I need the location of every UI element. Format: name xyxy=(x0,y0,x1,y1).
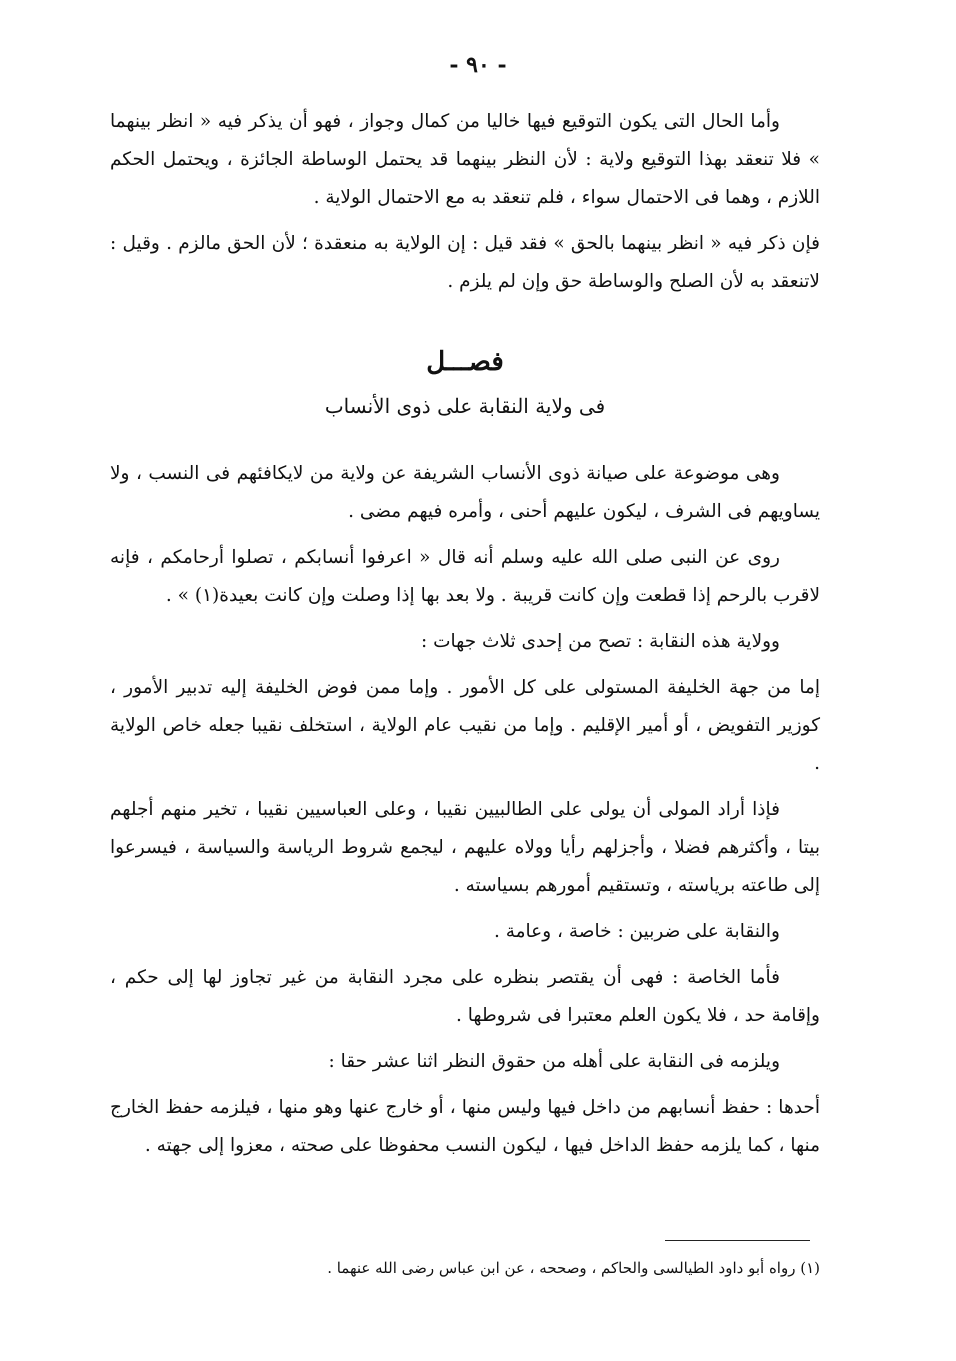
page-number: - ٩٠ - xyxy=(449,52,507,78)
paragraph: فإن ذكر فيه « انظر بينهما بالحق » فقد قيل : إن الولاية به منعقدة ؛ لأن الحق مالزم . وقيل : لاتنعقد به لأن الصلح والوساطة حق وإن لم يلزم . xyxy=(110,233,820,292)
paragraph: وأما الحال التى يكون التوقيع فيها خاليا من كمال وجواز ، فهو أن يذكر فيه « انظر بينهما » فلا تنعقد بهذا التوقيع ولاية : لأن النظر بينهما قد يحتمل الوساطة الجائزة ، ويحتمل الحكم اللازم ، وهما فى الاحتمال سواء ، فلم تنعقد به مع الاحتمال الولاية . xyxy=(110,111,820,208)
paragraph: وهى موضوعة على صيانة ذوى الأنساب الشريفة عن ولاية من لايكافئهم فى النسب ، ولا يساويهم فى الشرف ، ليكون عليهم أحنى ، وأمره فيهم مضى . xyxy=(110,463,820,522)
paragraph: روى عن النبى صلى الله عليه وسلم أنه قال « اعرفوا أنسابكم ، تصلوا أرحامكم ، فإنه لاقرب بالرحم إذا قطعت وإن كانت قريبة . ولا بعد بها إذا وصلت وإن كانت بعيدة(١) » . xyxy=(110,547,820,606)
paragraph: فأما الخاصة : فهى أن يقتصر بنظره على مجرد النقابة من غير تجاوز لها إلى حكم ، وإقامة حد ، فلا يكون العلم معتبرا فى شروطها . xyxy=(110,967,820,1026)
paragraph: ويلزمه فى النقابة على أهله من حقوق النظر اثنا عشر حقا : xyxy=(328,1051,780,1072)
paragraph: والنقابة على ضربين : خاصة ، وعامة . xyxy=(493,921,780,942)
section-subheading: فى ولاية النقابة على ذوى الأنساب xyxy=(324,394,606,418)
footnote: (١) رواه أبو داود الطيالسى والحاكم ، وصححه ، عن ابن عباس رضى الله عنهما . xyxy=(327,1259,820,1277)
paragraph: إما من جهة الخليفة المستولى على كل الأمور . وإما ممن فوض الخليفة إليه تدبير الأمور ، كوزير التفويض ، أو أمير الإقليم . وإما من نقيب عام الولاية ، استخلف نقيبا جعله خاص الولاية . xyxy=(110,677,820,774)
body-text xyxy=(110,103,820,1173)
paragraph: وولاية هذه النقابة : تصح من إحدى ثلاث جهات : xyxy=(421,631,780,652)
footnote-divider xyxy=(665,1240,810,1241)
paragraph: فإذا أراد المولى أن يولى على الطالبيين نقيبا ، وعلى العباسيين نقيبا ، تخير منهم أجلهم بيتا ، وأكثرهم فضلا ، وأجزلهم رأيا وولاه عليهم ، ليجمع شروط الرياسة والسياسة ، فيسرعوا إلى طاعته برياسته ، وتستقيم أمورهم بسياسته . xyxy=(110,799,820,896)
section-heading: فصـــل xyxy=(426,347,504,377)
paragraph: أحدها : حفظ أنسابهم من داخل فيها وليس منها ، أو خارج عنها وهو منها ، فيلزمه حفظ الخارج منها ، كما يلزمه حفظ الداخل فيها ، ليكون النسب محفوظا على صحته ، معزوا إلى جهته . xyxy=(110,1097,820,1156)
